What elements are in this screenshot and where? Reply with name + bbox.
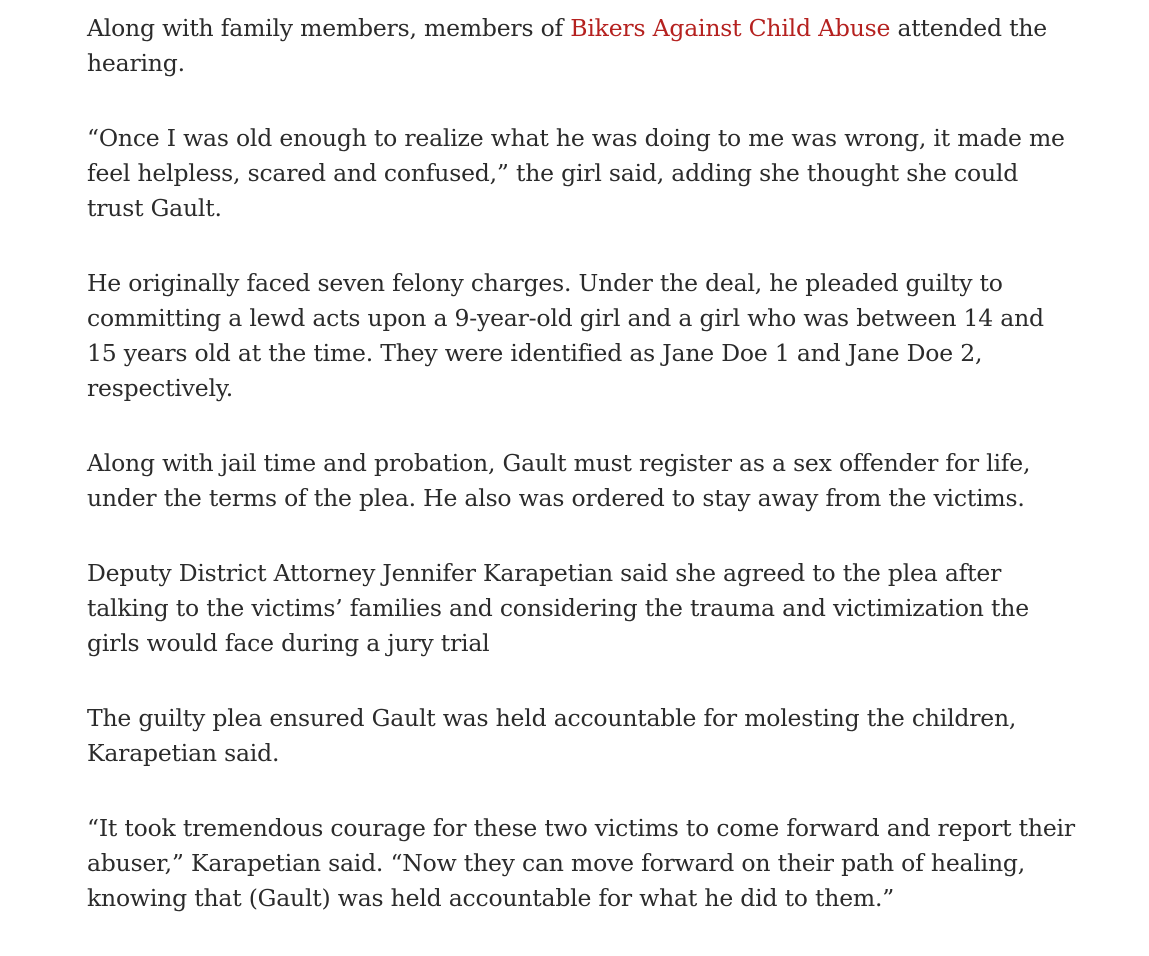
paragraph-accountability: The guilty plea ensured Gault was held accountable for molesting the children, Karapetian said. — [87, 704, 1017, 767]
article-body — [87, 11, 1077, 956]
paragraph-sentence-terms: Along with jail time and probation, Gault must register as a sex offender for life, under the terms of the plea. He also was ordered to stay away from the victims. — [87, 449, 1031, 512]
paragraph-text: attended the hearing. — [87, 14, 1047, 77]
paragraph-charges: He originally faced seven felony charges. Under the deal, he pleaded guilty to committing a lewd acts upon a 9-year-old girl and a girl who was between 14 and 15 years old at the time. They were identified as Jane Doe 1 and Jane Doe 2, respectively. — [87, 269, 1044, 402]
paragraph-text: Along with family members, members of — [87, 14, 571, 42]
paragraph-bikers — [87, 11, 1077, 81]
bikers-against-child-abuse-link[interactable]: Bikers Against Child Abuse — [570, 14, 891, 42]
paragraph-prosecutor-reasoning: Deputy District Attorney Jennifer Karapetian said she agreed to the plea after talking to the victims’ families and considering the trauma and victimization the girls would face during a jury trial — [87, 559, 1029, 657]
paragraph-victim-quote: “Once I was old enough to realize what he was doing to me was wrong, it made me feel helpless, scared and confused,” the girl said, adding she thought she could trust Gault. — [87, 124, 1065, 222]
paragraph-prosecutor-quote: “It took tremendous courage for these two victims to come forward and report their abuser,” Karapetian said. “Now they can move forward on their path of healing, knowing that (Gault) was held accountable for what he did to them.” — [87, 814, 1075, 912]
